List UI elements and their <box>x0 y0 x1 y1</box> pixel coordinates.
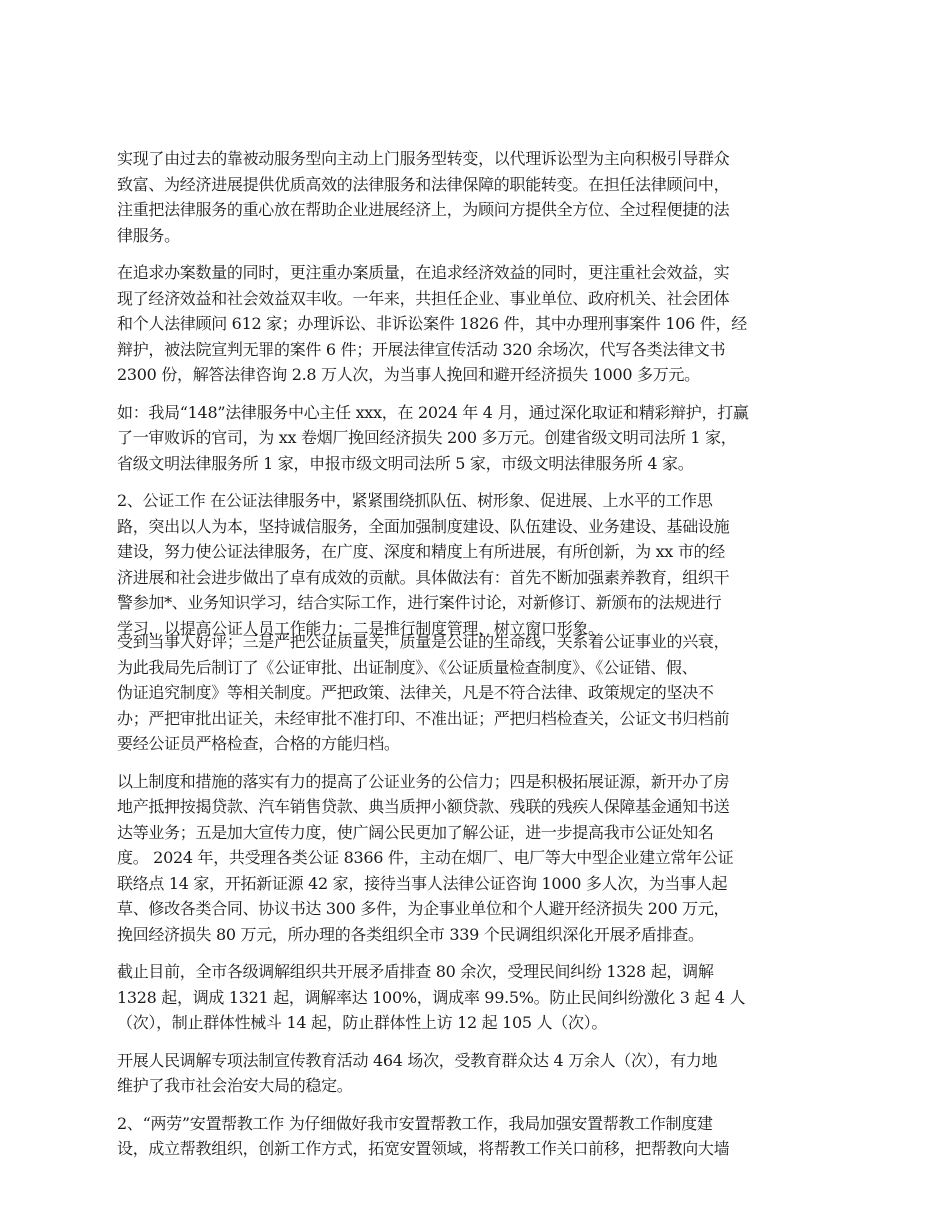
paragraph <box>117 959 829 1036</box>
text-line: 学习，以提高公证人员工作能力；二是推行制度管理，树立窗口形象。 <box>117 618 604 638</box>
text-line: 开展人民调解专项法制宣传教育活动 464 场次，受教育群众达 4 万余人（次），有力地 <box>117 1050 718 1070</box>
text-line: 为此我局先后制订了《公证审批、出证制度》、《公证质量检查制度》、《公证错、假、 <box>117 657 698 677</box>
paragraph <box>117 1111 829 1162</box>
text-line: 辩护，被法院宣判无罪的案件 6 件；开展法律宣传活动 320 余场次，代写各类法律文书 <box>117 339 726 359</box>
text-line: 路，突出以人为本，坚持诚信服务，全面加强制度建设、队伍建设、业务建设、基础设施 <box>117 516 730 536</box>
paragraph <box>117 629 829 757</box>
text-line: 挽回经济损失 80 万元，所办理的各类组织全市 339 个民调组织深化开展矛盾排查。 <box>117 924 704 944</box>
paragraph <box>117 146 829 248</box>
text-line: 在追求办案数量的同时，更注重办案质量，在追求经济效益的同时，更注重社会效益，实 <box>117 263 730 282</box>
text-line: 和个人法律顾问 612 家；办理诉讼、非诉讼案件 1826 件，其中办理刑事案件 106 件，经 <box>117 314 747 333</box>
text-line: （次），制止群体性械斗 14 起，防止群体性上访 12 起 105 人（次）。 <box>117 1013 608 1032</box>
paragraph <box>117 1048 829 1099</box>
text-line: 2300 份，解答法律咨询 2.8 万人次，为当事人挽回和避开经济损失 1000 多万元。 <box>117 365 700 384</box>
text-line: 现了经济效益和社会效益双丰收。一年来，共担任企业、事业单位、政府机关、社会团体 <box>117 288 730 308</box>
text-line: 设，成立帮教组织，创新工作方式，拓宽安置领域，将帮教工作关口前移，把帮教向大墙 <box>117 1139 730 1158</box>
paragraph <box>117 488 829 641</box>
text-line: 地产抵押按揭贷款、汽车销售贷款、典当质押小额贷款、残联的残疾人保障基金通知书送 <box>117 797 730 816</box>
text-line: 以上制度和措施的落实有力的提高了公证业务的公信力；四是积极拓展证源，新开办了房 <box>117 771 730 791</box>
text-line: 度。 2024 年，共受理各类公证 8366 件，主动在烟厂、电厂等大中型企业建立常年公证 <box>117 848 734 867</box>
text-line: 要经公证员严格检查，合格的方能归档。 <box>117 734 400 753</box>
text-section-2 <box>117 629 829 1174</box>
text-line: 注重把法律服务的重心放在帮助企业进展经济上，为顾问方提供全方位、全过程便捷的法 <box>117 200 730 219</box>
text-line: 受到当事人好评；三是严把公证质量关，质量是公证的生命线，关系着公证事业的兴衰， <box>117 632 730 651</box>
text-line: 2、“两劳”安置帮教工作 为仔细做好我市安置帮教工作，我局加强安置帮教工作制度建 <box>117 1113 713 1133</box>
text-line: 达等业务；五是加大宣传力度，使广阔公民更加了解公证，进一步提高我市公证处知名 <box>117 822 714 842</box>
text-section-1 <box>117 146 829 653</box>
text-line: 1328 起，调成 1321 起，调解率达 100%，调成率 99.5%。防止民间纠纷激化 3 起 4 人 <box>117 987 746 1007</box>
paragraph <box>117 400 829 477</box>
text-line: 济进展和社会进步做出了卓有成效的贡献。具体做法有：首先不断加强素养教育，组织干 <box>117 567 730 587</box>
text-line: 伪证追究制度》等相关制度。严把政策、法律关，凡是不符合法律、政策规定的坚决不 <box>117 683 714 702</box>
text-line: 维护了我市社会治安大局的稳定。 <box>117 1076 353 1095</box>
text-line: 律服务。 <box>117 225 180 245</box>
text-line: 省级文明法律服务所 1 家，申报市级文明司法所 5 家，市级文明法律服务所 4 家。 <box>117 453 694 473</box>
text-line: 草、修改各类合同、协议书达 300 多件，为企事业单位和个人避开经济损失 200 万元， <box>117 899 730 918</box>
text-line: 建设，努力使公证法律服务，在广度、深度和精度上有所进展，有所创新，为 xx 市的经 <box>117 542 725 561</box>
text-line: 2、公证工作 在公证法律服务中，紧紧围绕抓队伍、树形象、促进展、上水平的工作思 <box>117 491 713 510</box>
text-line: 联络点 14 家，开拓新证源 42 家，接待当事人法律公证咨询 1000 多人次，为当事人起 <box>117 873 728 893</box>
paragraph <box>117 769 829 948</box>
text-line: 实现了由过去的靠被动服务型向主动上门服务型转变，以代理诉讼型为主向积极引导群众 <box>117 149 730 168</box>
text-line: 截止目前，全市各级调解组织共开展矛盾排查 80 余次，受理民间纠纷 1328 起，调解 <box>117 962 714 981</box>
text-line: 如：我局“148”法律服务中心主任 xxx，在 2024 年 4 月，通过深化取证和精彩辩护，打赢 <box>117 402 749 422</box>
text-line: 了一审败诉的官司，为 xx 卷烟厂挽回经济损失 200 多万元。创建省级文明司法所 1 家， <box>117 428 737 447</box>
text-line: 警参加*、业务知识学习，结合实际工作，进行案件讨论，对新修订、新颁布的法规进行 <box>117 593 722 612</box>
text-line: 办；严把审批出证关，未经审批不准打印、不准出证；严把归档检查关，公证文书归档前 <box>117 708 730 728</box>
text-line: 致富、为经济进展提供优质高效的法律服务和法律保障的职能转变。在担任法律顾问中， <box>117 174 730 194</box>
paragraph <box>117 260 829 388</box>
